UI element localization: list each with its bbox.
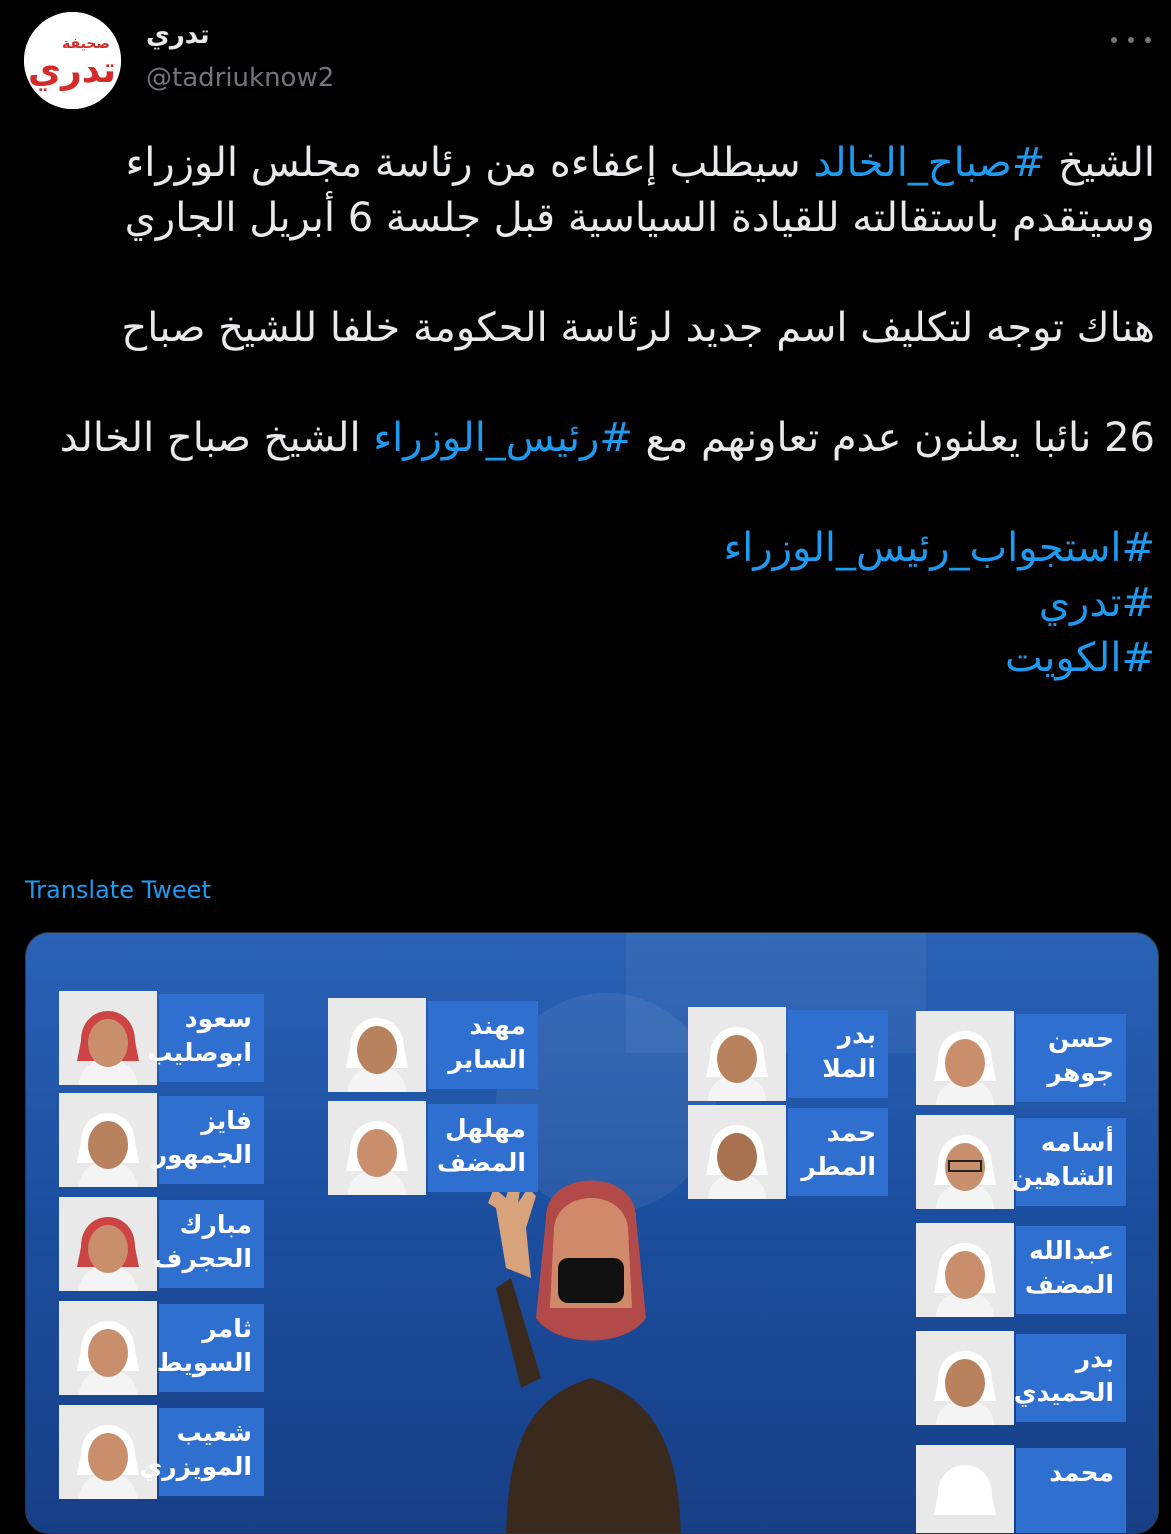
avatar-logo-small: صحيفة <box>62 36 110 52</box>
leader-figure <box>466 1148 716 1534</box>
avatar-logo-main: تدري <box>27 50 117 91</box>
mp-photo <box>59 991 157 1085</box>
mp-photo <box>688 1105 786 1199</box>
mp-name-box: مهند الساير <box>428 1001 538 1089</box>
mp-photo <box>916 1011 1014 1105</box>
tweet-media-image[interactable] <box>25 932 1159 1534</box>
translate-tweet-link[interactable]: Translate Tweet <box>25 876 211 904</box>
mp-name-box: مبارك الحجرف <box>159 1200 264 1288</box>
mp-photo <box>916 1115 1014 1209</box>
tweet-text <box>45 136 1155 686</box>
tweet-paragraph-1: الشيخ #صباح_الخالد سيطلب إعفاءه من رئاسة مجلس الوزراء وسيتقدم باستقالته للقيادة السياسية قبل جلسة 6 أبريل الجاري <box>124 140 1155 241</box>
mp-name-box: شعيب المويزري <box>159 1408 264 1496</box>
mp-name-box: حمد المطر <box>788 1108 888 1196</box>
mp-name-box: ثامر السويط <box>159 1304 264 1392</box>
mp-photo <box>916 1223 1014 1317</box>
hashtag-link[interactable]: #استجواب_رئيس_الوزراء <box>723 525 1155 571</box>
display-name[interactable]: تدري <box>146 20 210 50</box>
hashtag-link[interactable]: #تدري <box>1038 580 1155 626</box>
mp-photo <box>59 1093 157 1187</box>
mp-photo <box>688 1007 786 1101</box>
mp-name-box: فايز الجمهور <box>159 1096 264 1184</box>
hashtag-link[interactable]: #صباح_الخالد <box>813 140 1046 186</box>
mp-name-box: محمد <box>1016 1448 1126 1534</box>
mp-name-box: عبدالله المضف <box>1016 1226 1126 1314</box>
avatar[interactable] <box>24 12 121 109</box>
mp-name-box: حسن جوهر <box>1016 1014 1126 1102</box>
hashtag-link[interactable]: #الكويت <box>1005 635 1155 681</box>
mp-photo <box>916 1331 1014 1425</box>
mp-photo <box>328 1101 426 1195</box>
mp-name-box: سعود ابوصليب <box>159 994 264 1082</box>
user-handle[interactable]: @tadriuknow2 <box>146 63 335 93</box>
mp-name-box: مهلهل المضف <box>428 1104 538 1192</box>
mp-name-box: بدر الحميدي <box>1016 1334 1126 1422</box>
more-options-icon[interactable] <box>1111 30 1151 50</box>
mp-name-box: أسامه الشاهين <box>1016 1118 1126 1206</box>
tadri-logo-icon <box>24 12 121 109</box>
mp-photo <box>59 1301 157 1395</box>
mp-photo <box>59 1197 157 1291</box>
mp-name-box: بدر الملا <box>788 1010 888 1098</box>
tweet-paragraph-3: 26 نائبا يعلنون عدم تعاونهم مع #رئيس_الوزراء الشيخ صباح الخالد <box>59 415 1155 461</box>
mp-photo <box>328 998 426 1092</box>
mp-photo <box>916 1445 1014 1534</box>
tweet-paragraph-2: هناك توجه لتكليف اسم جديد لرئاسة الحكومة خلفا للشيخ صباح <box>121 305 1155 351</box>
hashtag-link[interactable]: #رئيس_الوزراء <box>373 415 633 461</box>
